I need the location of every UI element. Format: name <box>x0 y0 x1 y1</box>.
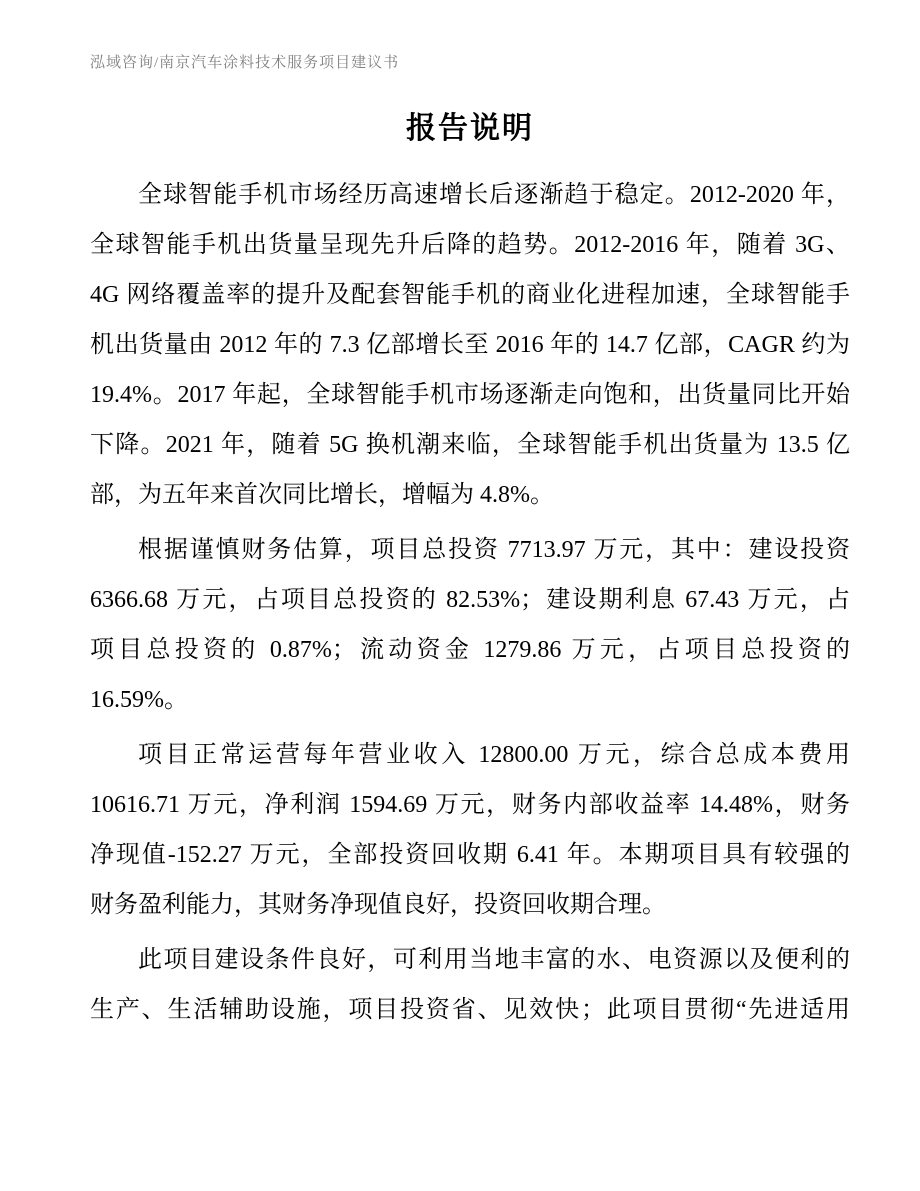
text-line: 4G 网络覆盖率的提升及配套智能手机的商业化进程加速，全球智能手 <box>90 282 850 308</box>
text-line: 根据谨慎财务估算，项目总投资 7713.97 万元，其中：建设投资 <box>138 537 850 563</box>
text-line: 机出货量由 2012 年的 7.3 亿部增长至 2016 年的 14.7 亿部，CAGR 约为 <box>90 332 850 358</box>
text-line: 下降。2021 年，随着 5G 换机潮来临，全球智能手机出货量为 13.5 亿 <box>90 432 850 458</box>
paragraph-financial-performance <box>90 730 850 930</box>
paragraph-investment-estimate <box>90 525 850 725</box>
paragraph-market-overview <box>90 170 850 520</box>
text-line: 净现值-152.27 万元，全部投资回收期 6.41 年。本期项目具有较强的 <box>90 842 850 868</box>
text-line: 项目总投资的 0.87%；流动资金 1279.86 万元，占项目总投资的 <box>90 637 850 663</box>
text-line: 全球智能手机市场经历高速增长后逐渐趋于稳定。2012-2020 年， <box>138 182 850 208</box>
text-line: 此项目建设条件良好，可利用当地丰富的水、电资源以及便利的 <box>138 947 850 973</box>
text-line: 部，为五年来首次同比增长，增幅为 4.8%。 <box>90 482 554 508</box>
text-line: 全球智能手机出货量呈现先升后降的趋势。2012-2016 年，随着 3G、 <box>90 232 850 258</box>
report-title: 报告说明 <box>406 112 534 145</box>
text-line: 19.4%。2017 年起，全球智能手机市场逐渐走向饱和，出货量同比开始 <box>90 382 850 408</box>
text-line: 10616.71 万元，净利润 1594.69 万元，财务内部收益率 14.48%，财务 <box>90 792 850 818</box>
text-line: 6366.68 万元，占项目总投资的 82.53%；建设期利息 67.43 万元，占 <box>90 587 850 613</box>
report-body <box>90 170 850 1035</box>
text-line: 项目正常运营每年营业收入 12800.00 万元，综合总成本费用 <box>138 742 850 768</box>
paragraph-construction-conditions <box>90 935 850 1035</box>
text-line: 16.59%。 <box>90 687 188 713</box>
text-line: 生产、生活辅助设施，项目投资省、见效快；此项目贯彻“先进适用 <box>90 997 850 1023</box>
page-header: 泓域咨询/南京汽车涂料技术服务项目建议书 <box>90 55 400 71</box>
text-line: 财务盈利能力，其财务净现值良好，投资回收期合理。 <box>90 892 666 918</box>
